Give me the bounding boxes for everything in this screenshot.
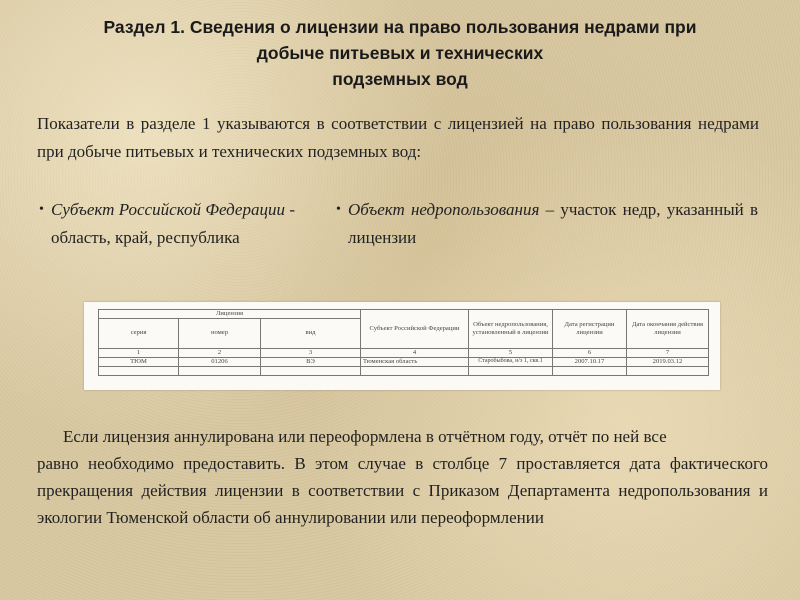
- column-number: 3: [261, 348, 361, 357]
- group-header-license: Лицензия: [99, 310, 361, 319]
- outro-paragraph: [37, 423, 768, 531]
- bullet-object: [336, 196, 758, 252]
- empty-row: [99, 366, 709, 375]
- cell-kind: ВЭ: [261, 357, 361, 366]
- col-kind: вид: [261, 318, 361, 348]
- column-number: 6: [553, 348, 627, 357]
- column-number: 1: [99, 348, 179, 357]
- outro-first-line: Если лицензия аннулирована или переоформлена в отчётном году, отчёт по ней все: [63, 427, 667, 446]
- col-subject: Субъект Российской Федерации: [361, 310, 469, 349]
- intro-paragraph: Показатели в разделе 1 указываются в соответствии с лицензией на право пользования недрами при добыче питьевых и технических подземных вод:: [37, 114, 759, 161]
- page-title: [40, 14, 760, 92]
- empty-cell: [99, 366, 179, 375]
- license-table: [98, 309, 709, 376]
- title-line-3: подземных вод: [332, 69, 468, 89]
- outro-rest: равно необходимо предоставить. В этом случае в столбце 7 проставляется дата фактического прекращения действия лицензии в соответствии с Приказом Департамента недропользования и экологии Тюменской области об аннулировании или переоформлении: [37, 454, 768, 527]
- empty-cell: [469, 366, 553, 375]
- col-series: серия: [99, 318, 179, 348]
- cell-number: 01206: [179, 357, 261, 366]
- column-number: 5: [469, 348, 553, 357]
- bullet-text: – участок недр, указанный в лицензии: [348, 200, 758, 247]
- cell-series: ТЮМ: [99, 357, 179, 366]
- bullet-dot-icon: •: [336, 202, 341, 217]
- bullet-dot-icon: •: [39, 202, 44, 217]
- col-reg-date: Дата регистрации лицензии: [553, 310, 627, 349]
- cell-subject: Тюменская область: [361, 357, 469, 366]
- table-row: [99, 357, 709, 366]
- col-end-date: Дата окончания действия лицензии: [627, 310, 709, 349]
- bullet-term: Объект недропользования: [348, 200, 540, 219]
- bullet-term: Субъект Российской Федерации: [51, 200, 285, 219]
- col-object: Объект недропользования, установленный в лицензии: [469, 310, 553, 349]
- empty-cell: [361, 366, 469, 375]
- empty-cell: [261, 366, 361, 375]
- title-line-2: добыче питьевых и технических: [256, 43, 544, 63]
- column-number: 7: [627, 348, 709, 357]
- empty-cell: [553, 366, 627, 375]
- cell-object: Старобыбова, н/з 1, скв.1: [469, 357, 553, 366]
- bullet-text: - область, край, республика: [51, 200, 295, 247]
- bullet-subject: [39, 196, 295, 252]
- cell-end-date: 2019.03.12: [627, 357, 709, 366]
- col-number: номер: [179, 318, 261, 348]
- column-number: 2: [179, 348, 261, 357]
- column-number: 4: [361, 348, 469, 357]
- column-number-row: [99, 348, 709, 357]
- license-table-image: [84, 302, 720, 390]
- title-line-1: Раздел 1. Сведения о лицензии на право пользования недрами при: [103, 17, 697, 37]
- cell-reg-date: 2007.10.17: [553, 357, 627, 366]
- empty-cell: [179, 366, 261, 375]
- empty-cell: [627, 366, 709, 375]
